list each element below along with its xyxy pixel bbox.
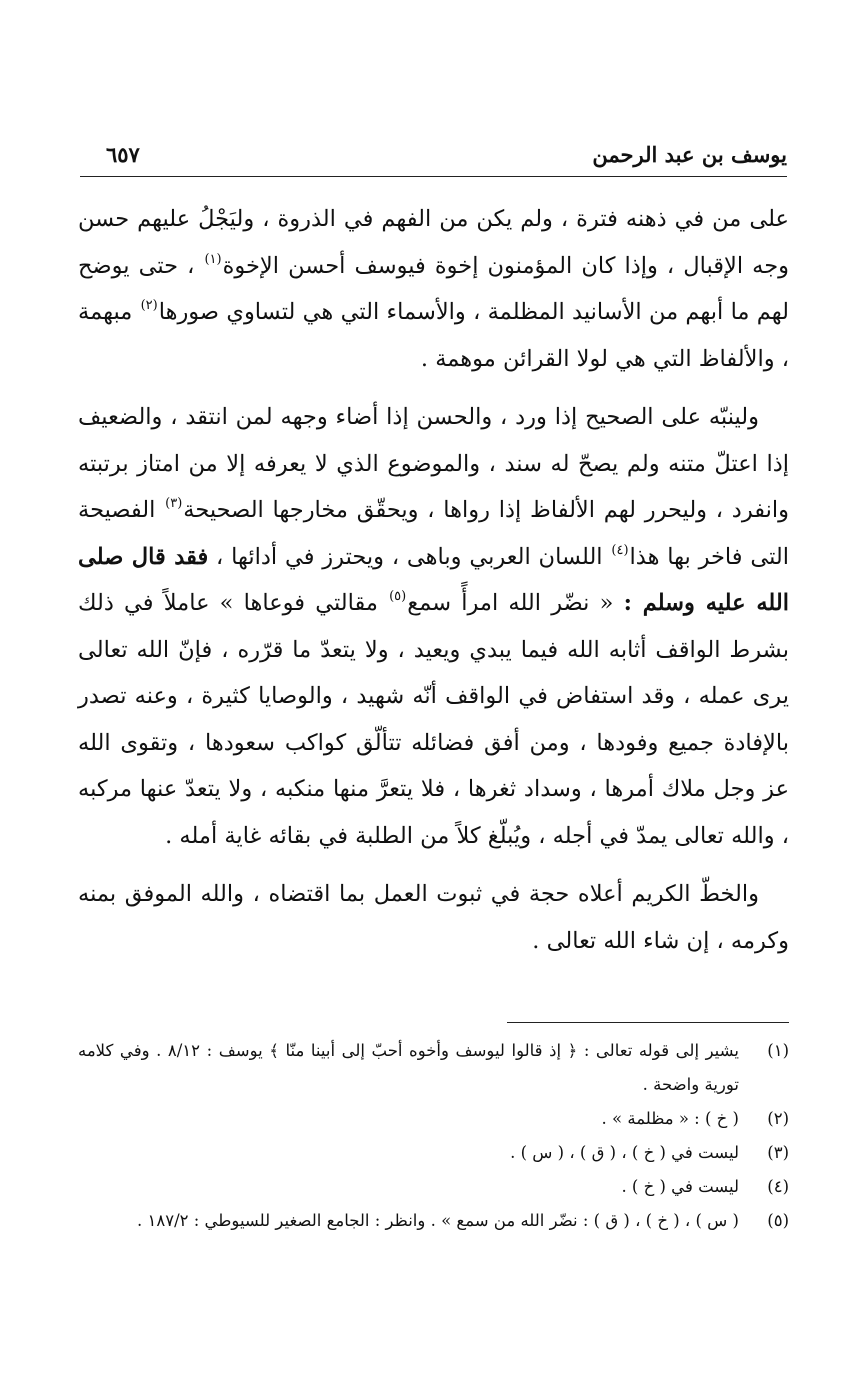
footnote-number: (٥): [767, 1211, 789, 1230]
footnote-text: ( س ) ، ( خ ) ، ( ق ) : نضّر الله من سمع » . وانظر : الجامع الصغير للسيوطي : ١٨٧/٢ .: [136, 1211, 739, 1230]
text-span: مقالتي فوعاها » عاملاً في ذلك بشرط الواقف أثابه الله فيما يبدي ويعيد ، ولا يتعدّ ما قرّره ، فإنّ الله تعالى يرى عمله ، وقد استفاض في الواقف أنّه شهيد ، والوصايا كثيرة ، وعنه تصدر بالإفادة جميع وفودها ، ومن أفق فضائله تتألّق كواكب سعودها ، وتقوى الله عز وجل ملاك أمرها ، وسداد ثغرها ، فلا يتعرَّ منها منكبه ، ولا يتعدّ عنها مركبه ، والله تعالى يمدّ في أجله ، ويُبلّغ كلاً من الطلبة في بقائه غاية أمله .: [78, 590, 789, 849]
footnote-5: [78, 1204, 789, 1238]
footnote-text: ( خ ) : « مظلمة » .: [601, 1109, 739, 1128]
footnote-ref-2[interactable]: (٢): [140, 298, 158, 313]
page-header: [80, 140, 787, 177]
footnote-ref-1[interactable]: (١): [204, 251, 222, 267]
footnote-number: (٤): [767, 1177, 789, 1196]
text-span: على من في ذهنه فترة ، ولم يكن من الفهم في الذروة ، وليَجْلُ عليهم حسن وجه الإقبال ، وإذا كان المؤمنون إخوة فيوسف أحسن الإخوة: [78, 206, 790, 279]
text-span: اللسان العربي وباهى ، ويحترز في أدائها ،: [208, 543, 611, 570]
footnote-1: [78, 1034, 789, 1102]
text-span: الفصيحة التى فاخر بها هذا: [78, 497, 789, 570]
footnote-ref-5[interactable]: (٥): [389, 589, 407, 604]
hadith-intro: فقد قال صلى الله عليه وسلم :: [78, 543, 789, 616]
footnote-ref-4[interactable]: (٤): [611, 542, 629, 558]
footnote-number: (٢): [767, 1109, 789, 1128]
page-number: ٦٥٧: [106, 142, 140, 167]
footnote-number: (٣): [767, 1143, 789, 1162]
paragraph-2: [78, 394, 789, 859]
footnote-number: (١): [767, 1041, 789, 1060]
footnotes: [78, 1034, 789, 1238]
footnote-3: [78, 1136, 789, 1170]
footnote-ref-3[interactable]: (٣): [165, 496, 183, 511]
text-span: مبهمة ، والألفاظ التي هي لولا القرائن موهمة .: [78, 299, 789, 372]
paragraph-3: والخطّ الكريم أعلاه حجة في ثبوت العمل بما اقتضاه ، والله الموفق بمنه وكرمه ، إن شاء الله تعالى .: [78, 881, 789, 954]
footnote-divider: [507, 1022, 789, 1023]
footnote-text: ليست في ( خ ) ، ( ق ) ، ( س ) .: [510, 1143, 739, 1162]
text-span: « نضّر الله امرأً سمع: [407, 590, 624, 616]
running-title: يوسف بن عبد الرحمن: [592, 142, 787, 167]
paragraph-1: [78, 196, 789, 382]
footnote-text: ليست في ( خ ) .: [621, 1177, 739, 1196]
text-span: ، حتى يوضح لهم ما أبهم من الأسانيد المظلمة ، والأسماء التي هي لتساوي صورها: [78, 252, 789, 325]
footnote-text: يشير إلى قوله تعالى : ﴿ إذ قالوا ليوسف وأخوه أحبّ إلى أبينا منّا ﴾ يوسف : ٨/١٢ . وفي كلامه تورية واضحة .: [78, 1041, 739, 1094]
main-text: [78, 196, 789, 976]
footnote-4: [78, 1170, 789, 1204]
text-span: ولينبّه على الصحيح إذا ورد ، والحسن إذا أضاء وجهه لمن انتقد ، والضعيف إذا اعتلّ متنه ولم يصحّ له سند ، والموضوع الذي لا يعرفه إلا من امتاز برتبته وانفرد ، وليحرر لهم الألفاظ إذا رواها ، ويحقّق مخارجها الصحيحة: [78, 404, 790, 523]
footnote-2: [78, 1102, 789, 1136]
